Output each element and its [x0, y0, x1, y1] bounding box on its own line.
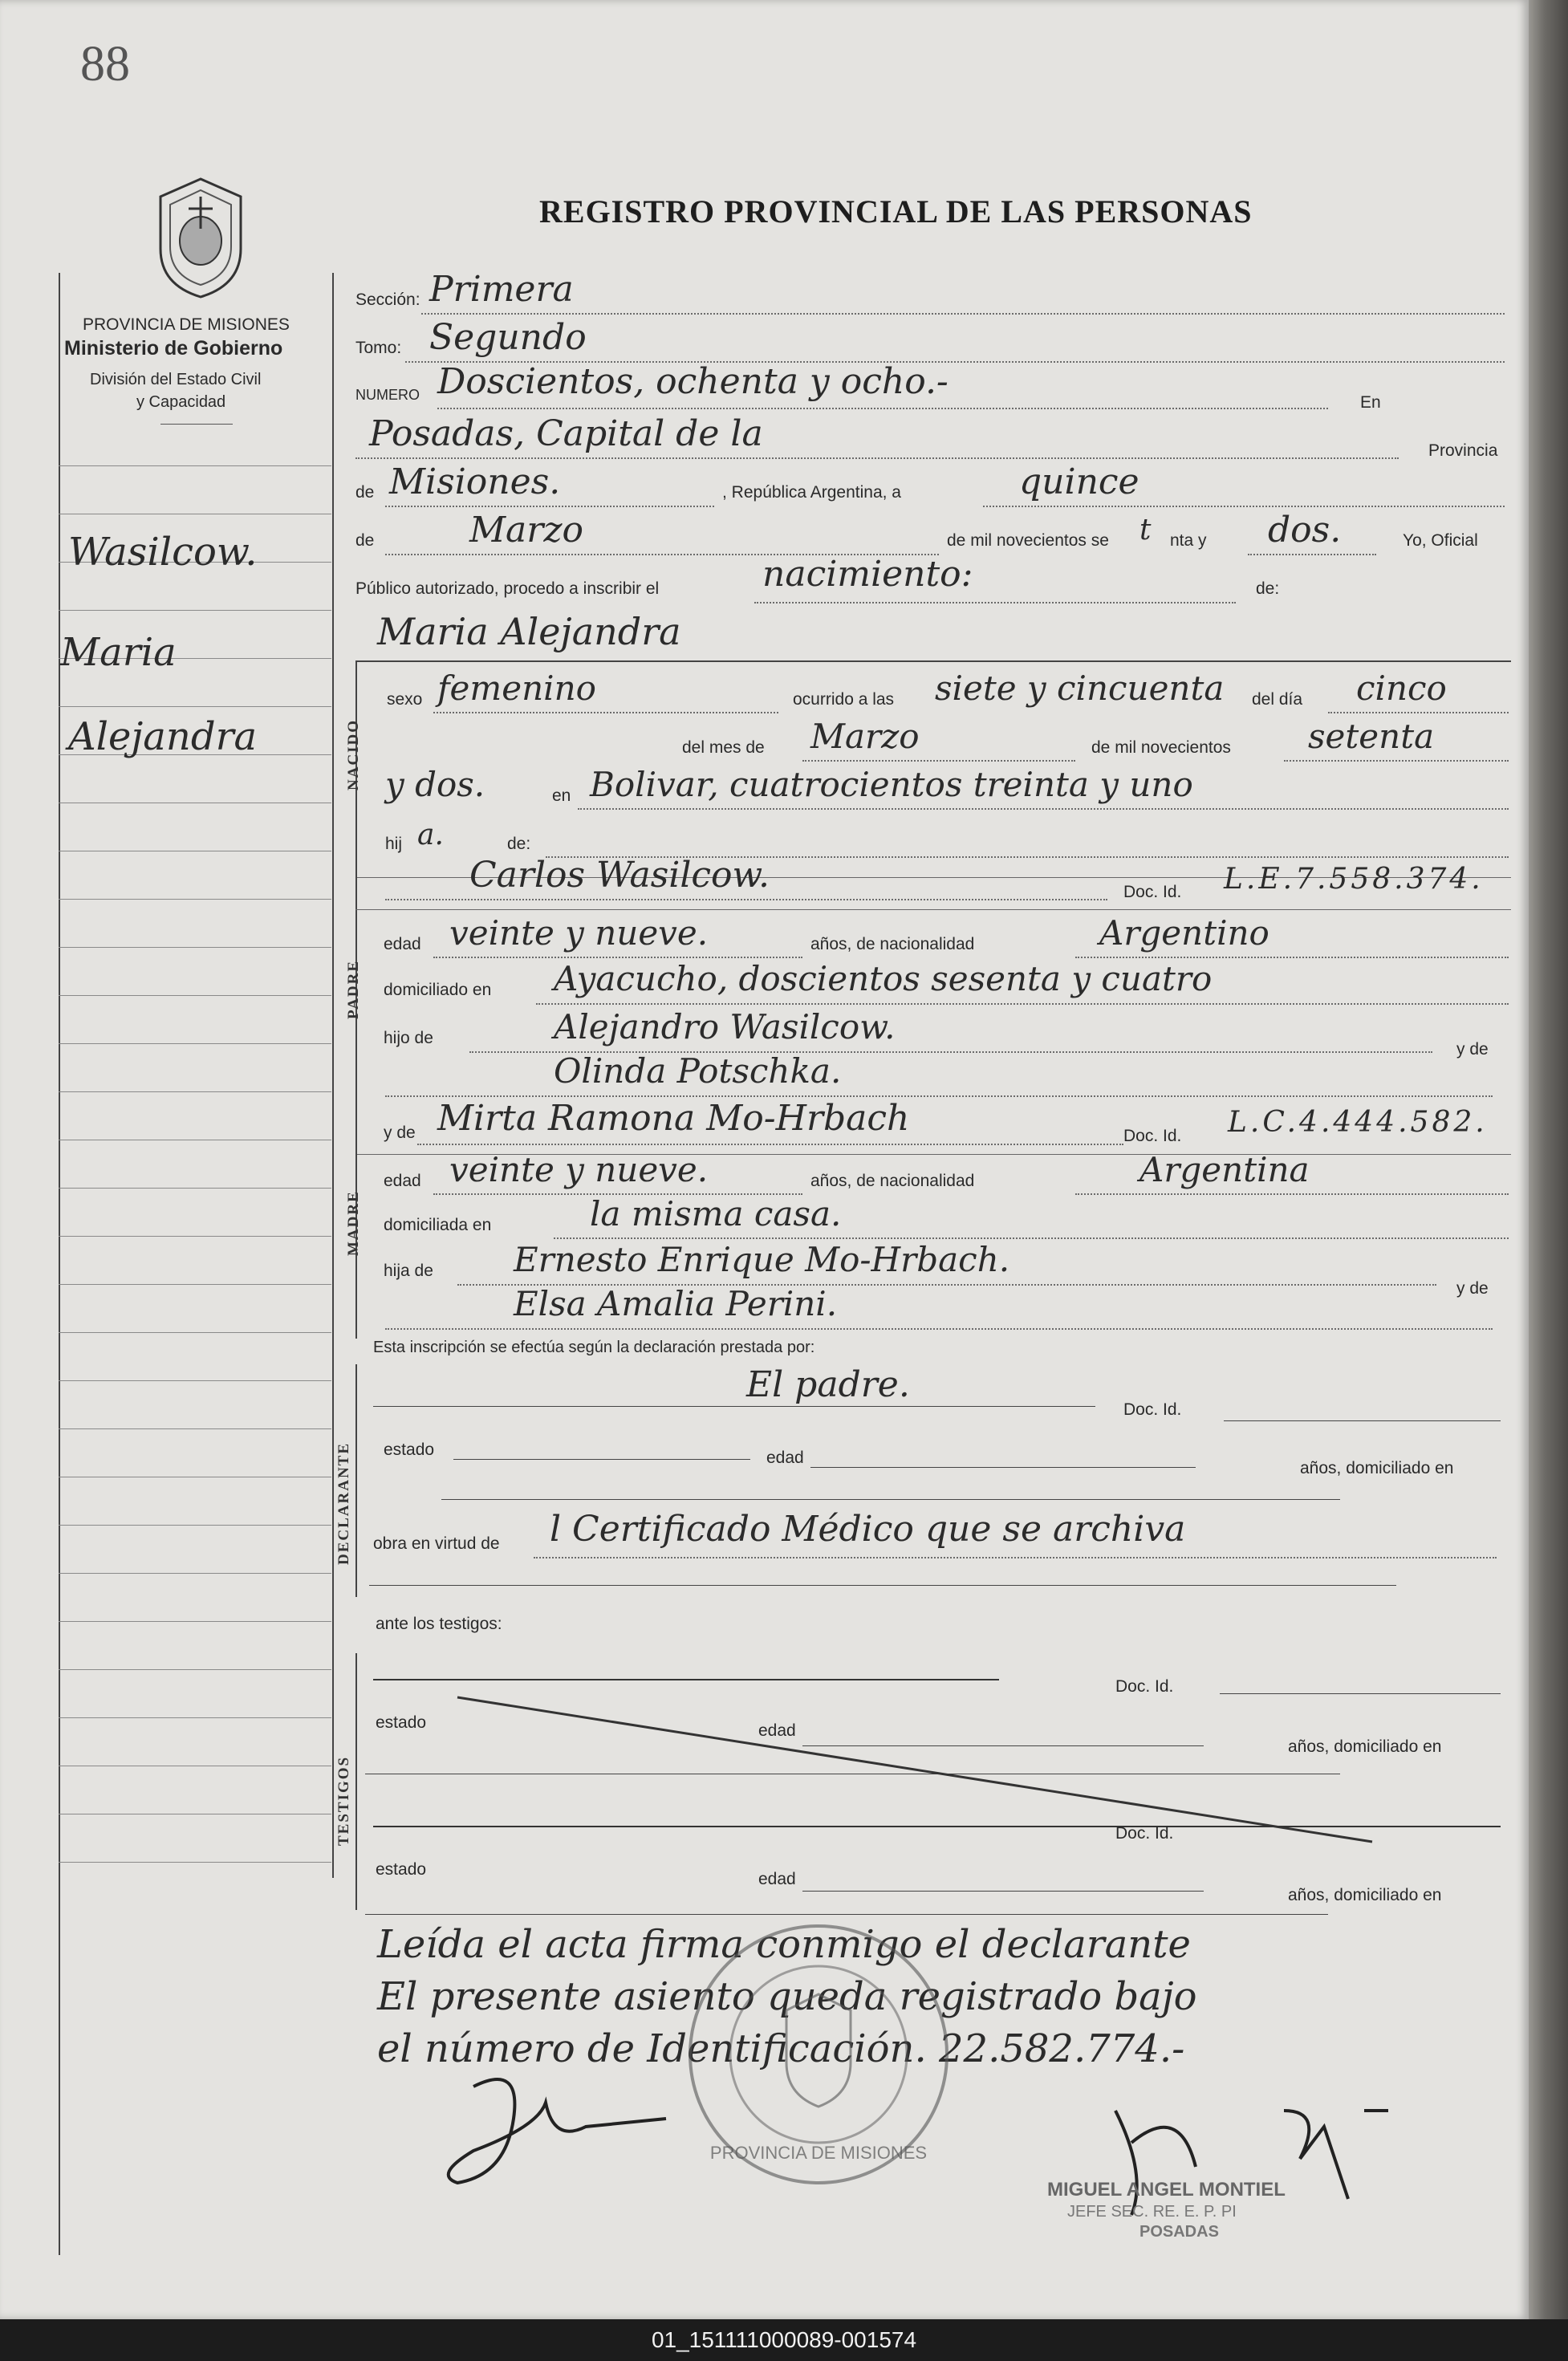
label-y-de-1: y de	[1456, 1040, 1489, 1059]
label-yo-oficial: Yo, Oficial	[1403, 531, 1478, 550]
value-anio-mark: t	[1139, 514, 1152, 547]
label-numero: NUMERO	[355, 387, 420, 403]
label-hijo-de: hijo de	[384, 1029, 433, 1047]
label-doc-id-5: Doc. Id.	[1115, 1824, 1174, 1843]
label-edad-dec: edad	[766, 1449, 804, 1467]
value-hij-suffix: a.	[417, 819, 444, 851]
label-anos-nac-madre: años, de nacionalidad	[810, 1172, 975, 1190]
label-ante: ante los testigos:	[376, 1615, 502, 1633]
value-lugar1: Posadas, Capital de la	[369, 413, 763, 454]
value-padre-doc: L.E.7.558.374.	[1224, 863, 1484, 896]
label-hija-de: hija de	[384, 1262, 433, 1280]
value-tomo: Segundo	[429, 317, 587, 358]
value-madre-padre: Ernesto Enrique Mo-Hrbach.	[514, 1240, 1010, 1279]
label-de-mil-nov: de mil novecientos	[1091, 738, 1231, 757]
label-domiciliado-en: domiciliado en	[384, 981, 492, 999]
value-padre-dom: Ayacucho, doscientos sesenta y cuatro	[554, 959, 1213, 998]
value-hora: siete y cincuenta	[935, 668, 1225, 708]
label-estado-dec: estado	[384, 1441, 435, 1459]
label-edad-t2: edad	[758, 1870, 796, 1888]
page-number: 88	[80, 37, 130, 91]
stamp-name: MIGUEL ANGEL MONTIEL	[1047, 2179, 1286, 2200]
label-doc-id-2: Doc. Id.	[1123, 1127, 1182, 1145]
value-padre-nac: Argentino	[1099, 913, 1269, 953]
label-de-2: de	[355, 531, 375, 550]
value-padre-padre: Alejandro Wasilcow.	[554, 1007, 896, 1046]
value-madre-nombre: Mirta Ramona Mo-Hrbach	[437, 1098, 910, 1139]
value-dia: quince	[1019, 461, 1139, 502]
value-numero: Doscientos, ochenta y ocho.-	[437, 361, 949, 402]
value-sexo: femenino	[437, 668, 596, 708]
registry-title: REGISTRO PROVINCIAL DE LAS PERSONAS	[539, 193, 1253, 230]
margin-name-2: Alejandra	[68, 714, 258, 759]
label-de-mil-suffix: nta y	[1170, 531, 1207, 550]
label-en: En	[1360, 393, 1381, 412]
value-lugar2: Misiones.	[389, 461, 561, 502]
org-line-3: División del Estado Civil	[90, 371, 262, 388]
margin-name-1: Maria	[60, 630, 177, 675]
book-binding	[1529, 0, 1568, 2319]
label-doc-id-4: Doc. Id.	[1115, 1677, 1174, 1696]
label-seccion: Sección:	[355, 291, 420, 309]
section-padre: PADRE	[345, 959, 362, 1019]
official-seal-icon	[682, 1918, 955, 2191]
org-line-4: y Capacidad	[136, 393, 226, 411]
label-de-colon: de:	[1256, 579, 1280, 598]
value-anio-nac-1: setenta	[1308, 717, 1435, 756]
value-anio-nac-2: y dos.	[385, 765, 485, 804]
section-declarante: DECLARANTE	[335, 1441, 352, 1565]
value-madre-dom: la misma casa.	[590, 1194, 842, 1233]
stamp-city: POSADAS	[1139, 2223, 1219, 2241]
label-estado-t1: estado	[376, 1713, 427, 1732]
closing-line-1: Leída el acta firma conmigo el declarante	[377, 1922, 1191, 1967]
org-line-2: Ministerio de Gobierno	[64, 337, 283, 360]
section-nacido: NACIDO	[345, 718, 362, 790]
label-doc-id-3: Doc. Id.	[1123, 1400, 1182, 1419]
svg-text:PROVINCIA DE MISIONES: PROVINCIA DE MISIONES	[709, 2143, 928, 2163]
left-border	[59, 273, 60, 2255]
margin-surname: Wasilcow.	[68, 530, 258, 575]
label-publico: Público autorizado, procedo a inscribir el	[355, 579, 660, 598]
label-ocurrido: ocurrido a las	[793, 690, 895, 709]
signature-left	[425, 2054, 690, 2215]
label-republica: , República Argentina, a	[722, 483, 901, 502]
label-obra: obra en virtud de	[373, 1534, 500, 1553]
label-provincia: Provincia	[1428, 441, 1498, 460]
label-del-dia: del día	[1252, 690, 1303, 709]
label-inscripcion: Esta inscripción se efectúa según la declaración prestada por:	[373, 1339, 815, 1356]
stamp-line-2: JEFE SEC. RE. E. P. PI	[1067, 2203, 1237, 2221]
closing-line-2: El presente asiento queda registrado bajo	[377, 1974, 1197, 2019]
label-y-de-2: y de	[384, 1124, 416, 1142]
value-dia-nac: cinco	[1356, 668, 1447, 708]
value-madre-doc: L.C.4.444.582.	[1228, 1106, 1488, 1139]
label-en-2: en	[552, 786, 571, 805]
label-y-de-3: y de	[1456, 1279, 1489, 1298]
column-divider	[332, 273, 334, 1878]
label-anos-dom-dec: años, domiciliado en	[1300, 1459, 1454, 1477]
label-edad-madre: edad	[384, 1172, 421, 1190]
label-de-1: de	[355, 483, 375, 502]
label-estado-t2: estado	[376, 1860, 427, 1879]
section-madre: MADRE	[345, 1190, 362, 1256]
value-domicilio-nac: Bolivar, cuatrocientos treinta y uno	[590, 765, 1193, 804]
org-line-1: PROVINCIA DE MISIONES	[83, 315, 290, 334]
value-nombre: Maria Alejandra	[377, 610, 681, 653]
value-padre-nombre: Carlos Wasilcow.	[469, 855, 770, 896]
value-madre-nac: Argentina	[1139, 1150, 1310, 1189]
label-de-mil: de mil novecientos se	[947, 531, 1109, 550]
label-tomo: Tomo:	[355, 339, 402, 357]
province-emblem-icon	[144, 173, 257, 301]
value-madre-madre: Elsa Amalia Perini.	[514, 1284, 838, 1323]
label-anos-nac-padre: años, de nacionalidad	[810, 935, 975, 953]
label-doc-id-1: Doc. Id.	[1123, 883, 1182, 901]
value-declarante: El padre.	[746, 1364, 910, 1405]
value-seccion: Primera	[429, 269, 574, 310]
cancel-strike	[449, 1681, 1380, 1850]
value-obra: l Certificado Médico que se archiva	[550, 1509, 1186, 1550]
footer-id: 01_151111000089-001574	[0, 2319, 1568, 2361]
value-mes: Marzo	[469, 510, 583, 551]
value-padre-madre: Olinda Potschka.	[554, 1051, 842, 1091]
value-tipo: nacimiento:	[762, 554, 973, 595]
closing-line-3: el número de Identificación. 22.582.774.-	[377, 2026, 1185, 2071]
signature-right	[1083, 2079, 1420, 2223]
label-edad-t1: edad	[758, 1721, 796, 1740]
value-padre-edad: veinte y nueve.	[449, 913, 709, 953]
section-testigos: TESTIGOS	[335, 1755, 352, 1846]
value-mes-nac: Marzo	[810, 717, 920, 756]
label-del-mes: del mes de	[682, 738, 765, 757]
label-sexo: sexo	[387, 690, 423, 709]
value-anio: dos.	[1268, 510, 1342, 551]
value-madre-edad: veinte y nueve.	[449, 1150, 709, 1189]
label-anos-dom-t1: años, domiciliado en	[1288, 1737, 1442, 1756]
label-domiciliada-en: domiciliada en	[384, 1216, 492, 1234]
label-edad-padre: edad	[384, 935, 421, 953]
label-hij: hij	[385, 835, 403, 853]
label-anos-dom-t2: años, domiciliado en	[1288, 1886, 1442, 1904]
label-de-2b: de:	[507, 835, 531, 853]
